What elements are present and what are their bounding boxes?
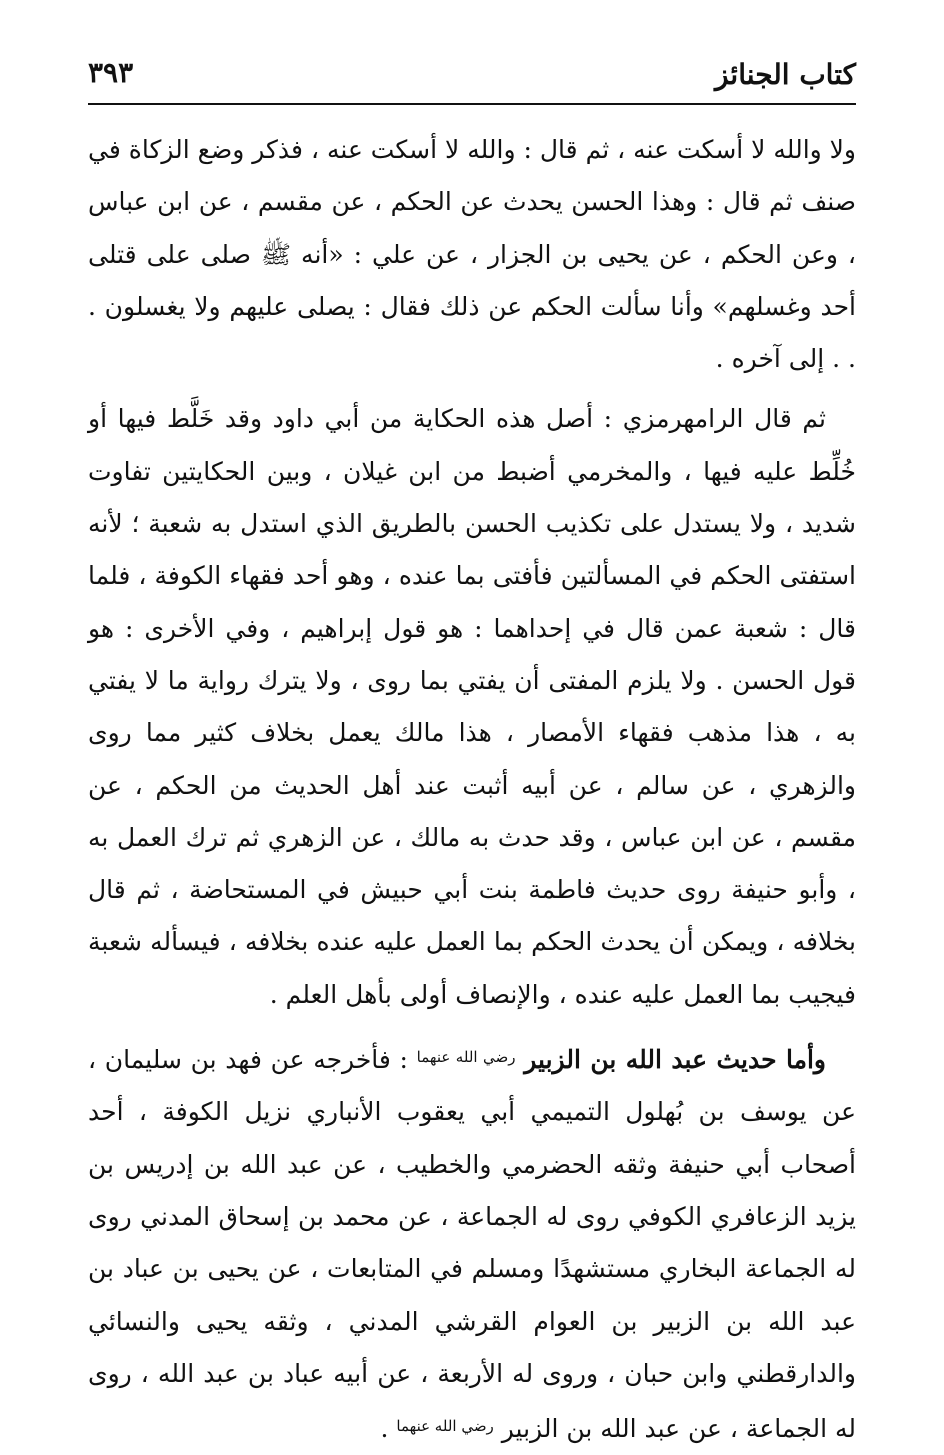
paragraph-3 (88, 1031, 856, 1455)
header-divider (88, 103, 856, 105)
paragraph-3-end: . (380, 1414, 389, 1444)
paragraph-3-lead: وأما حديث عبد الله بن الزبير (524, 1045, 826, 1075)
honorific-mark: رضي الله عنهما (416, 1048, 516, 1067)
main-text (88, 124, 856, 1455)
page-header (88, 52, 856, 98)
paragraph-1 (88, 124, 856, 385)
book-section-title: كتاب الجنائز (714, 58, 856, 91)
honorific-mark-end: رضي الله عنهما (396, 1417, 494, 1436)
paragraph-3-text: : فأخرجه عن فهد بن سليمان ، عن يوسف بن بُهلول التميمي أبي يعقوب الأنباري نزيل الكوفة ، أحد أصحاب أبي حنيفة وثقه الحضرمي والخطيب ، عن عبد الله بن إدريس بن يزيد الزعافري الكوفي روى له الجماعة ، عن محمد بن إسحاق المدني روى له الجماعة البخاري مستشهدًا ومسلم في المتابعات ، عن يحيى بن عباد بن عبد الله بن الزبير بن العوام القرشي المدني ، وثقه يحيى والنسائي والدارقطني وابن حبان ، وروى له الأربعة ، عن أبيه عباد بن عبد الله ، روى له الجماعة ، عن عبد الله بن الزبير (88, 1045, 856, 1444)
paragraph-2-text: ثم قال الرامهرمزي : أصل هذه الحكاية من أبي داود وقد خَلَّط فيها أو خُلِّط عليه فيها ، والمخرمي أضبط من ابن غيلان ، وبين الحكايتين تفاوت شديد ، ولا يستدل على تكذيب الحسن بالطريق الذي استدل به شعبة ؛ لأنه استفتى الحكم في المسألتين فأفتى بما عنده ، وهو أحد فقهاء الكوفة ، فلما قال : شعبة عمن قال في إحداهما : هو قول إبراهيم ، وفي الأخرى : هو قول الحسن . ولا يلزم المفتى أن يفتي بما روى ، ولا يترك رواية ما لا يفتي به ، هذا مذهب فقهاء الأمصار ، هذا مالك يعمل بخلاف كثير مما روى والزهري ، عن سالم ، عن أبيه أثبت عند أهل الحديث من الحكم ، عن مقسم ، عن ابن عباس ، وقد حدث به مالك ، عن الزهري ثم ترك العمل به ، وأبو حنيفة روى حديث فاطمة بنت أبي حبيش في المستحاضة ، ثم قال بخلافه ، ويمكن أن يحدث الحكم بما العمل عليه عنده بخلافه ، فيسأله شعبة فيجيب بما العمل عليه عنده ، والإنصاف أولى بأهل العلم . (88, 404, 856, 1009)
paragraph-1-text: ولا والله لا أسكت عنه ، ثم قال : والله لا أسكت عنه ، فذكر وضع الزكاة في صنف ثم قال : وهذا الحسن يحدث عن الحكم ، عن مقسم ، عن ابن عباس ، وعن الحكم ، عن يحيى بن الجزار ، عن علي : «أنه ﷺ صلى على قتلى أحد وغسلهم» وأنا سألت الحكم عن ذلك فقال : يصلى عليهم ولا يغسلون . . . إلى آخره . (88, 135, 856, 374)
paragraph-2 (88, 393, 856, 1021)
page-number: ٣٩٣ (88, 56, 134, 89)
